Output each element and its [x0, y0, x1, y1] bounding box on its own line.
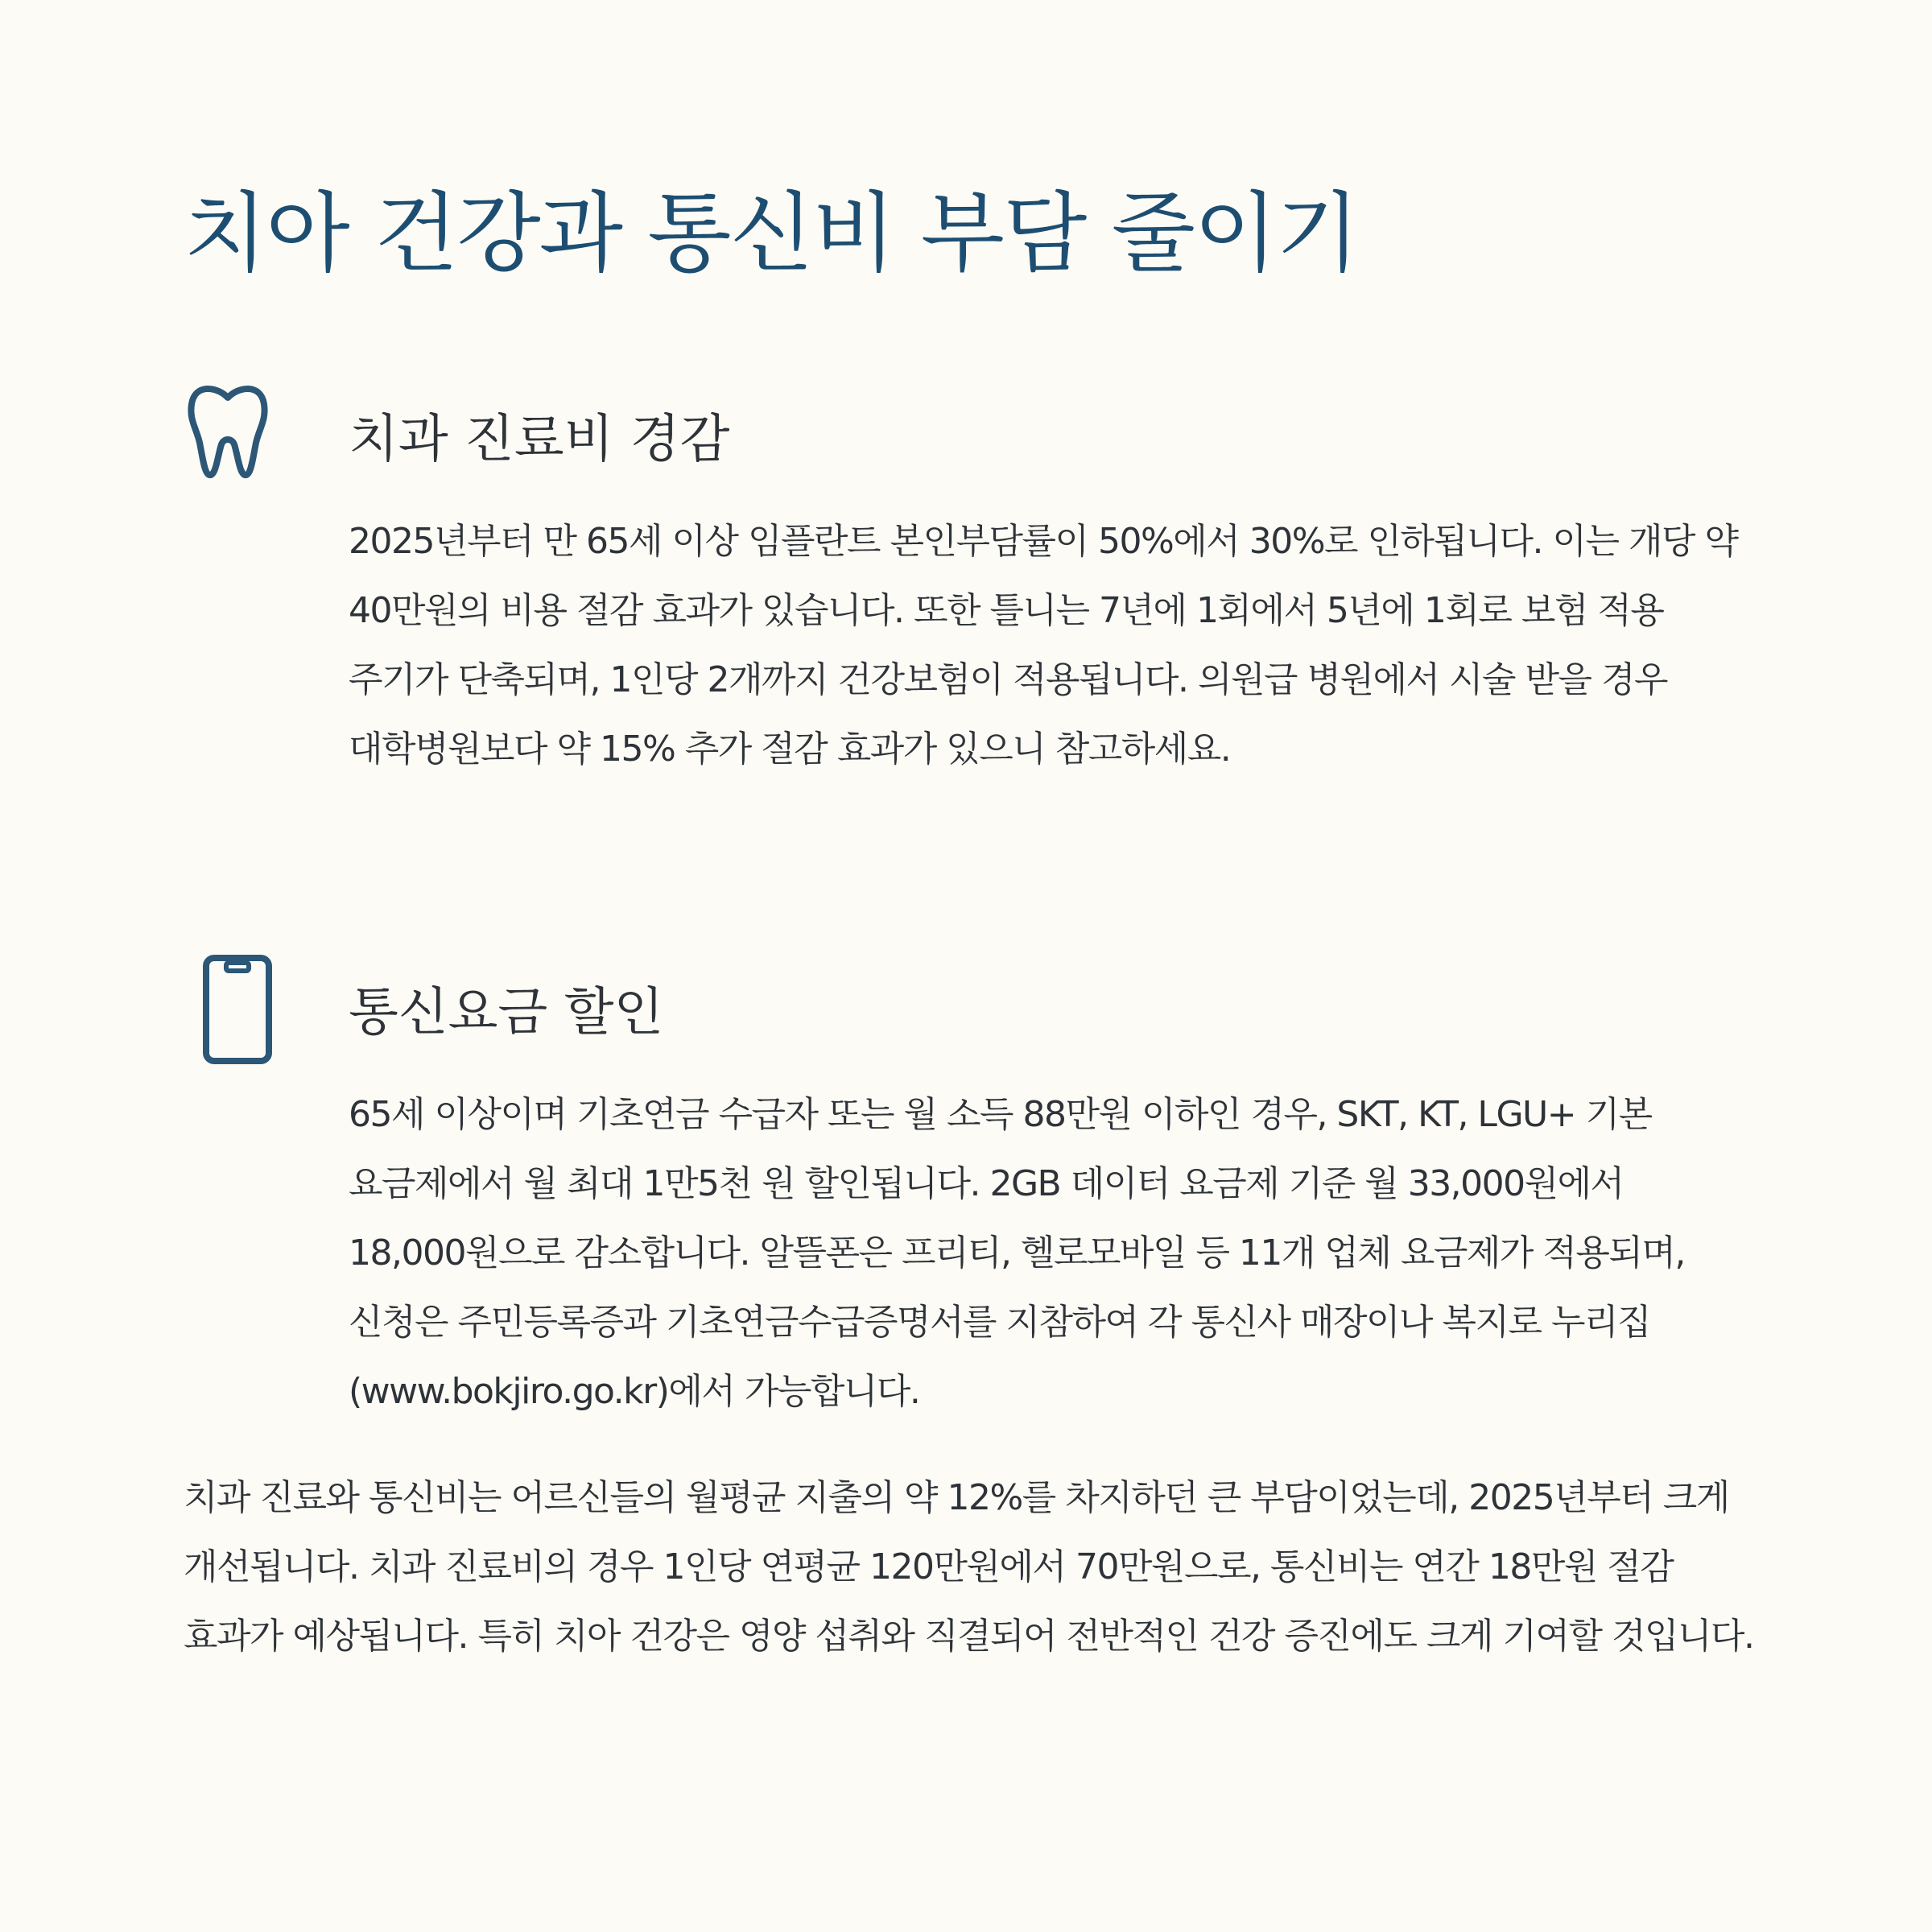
section-body: 2025년부터 만 65세 이상 임플란트 본인부담률이 50%에서 30%로 인하됩니다. 이는 개당 약 40만원의 비용 절감 효과가 있습니다. 또한 틀니는 7년에 1회에서 5년에 1회로 보험 적용 주기가 단축되며, 1인당 2개까지 건강보험이 적용됩니다. 의원급 병원에서 시술 받을 경우 대학병원보다 약 15% 추가 절감 효과가 있으니 참고하세요. [349, 521, 1738, 770]
summary-paragraph: 치과 진료와 통신비는 어르신들의 월평균 지출의 약 12%를 차지하던 큰 부담이었는데, 2025년부터 크게 개선됩니다. 치과 진료비의 경우 1인당 연평균 120만원에서 70만원으로, 통신비는 연간 18만원 절감 효과가 예상됩니다. 특히 치아 건강은 영양 섭취와 직결되어 전반적인 건강 증진에도 크게 기여할 것입니다. [184, 1477, 1754, 1657]
section-heading: 치과 진료비 경감 [349, 410, 730, 469]
smartphone-icon [184, 952, 272, 1072]
section-heading: 통신요금 할인 [349, 983, 664, 1042]
section-body: 65세 이상이며 기초연금 수급자 또는 월 소득 88만원 이하인 경우, SKT, KT, LGU+ 기본 요금제에서 월 최대 1만5천 원 할인됩니다. 2GB 데이터 요금제 기준 월 33,000원에서 18,000원으로 감소합니다. 알뜰폰은 프리티, 헬로모바일 등 11개 업체 요금제가 적용되며, 신청은 주민등록증과 기초연금수급증명서를 지참하여 각 통신사 매장이나 복지로 누리집(www.bokjiro.go.kr)에서 가능합니다. [349, 1094, 1685, 1412]
tooth-icon [184, 378, 272, 483]
page-title: 치아 건강과 통신비 부담 줄이기 [184, 184, 1359, 284]
